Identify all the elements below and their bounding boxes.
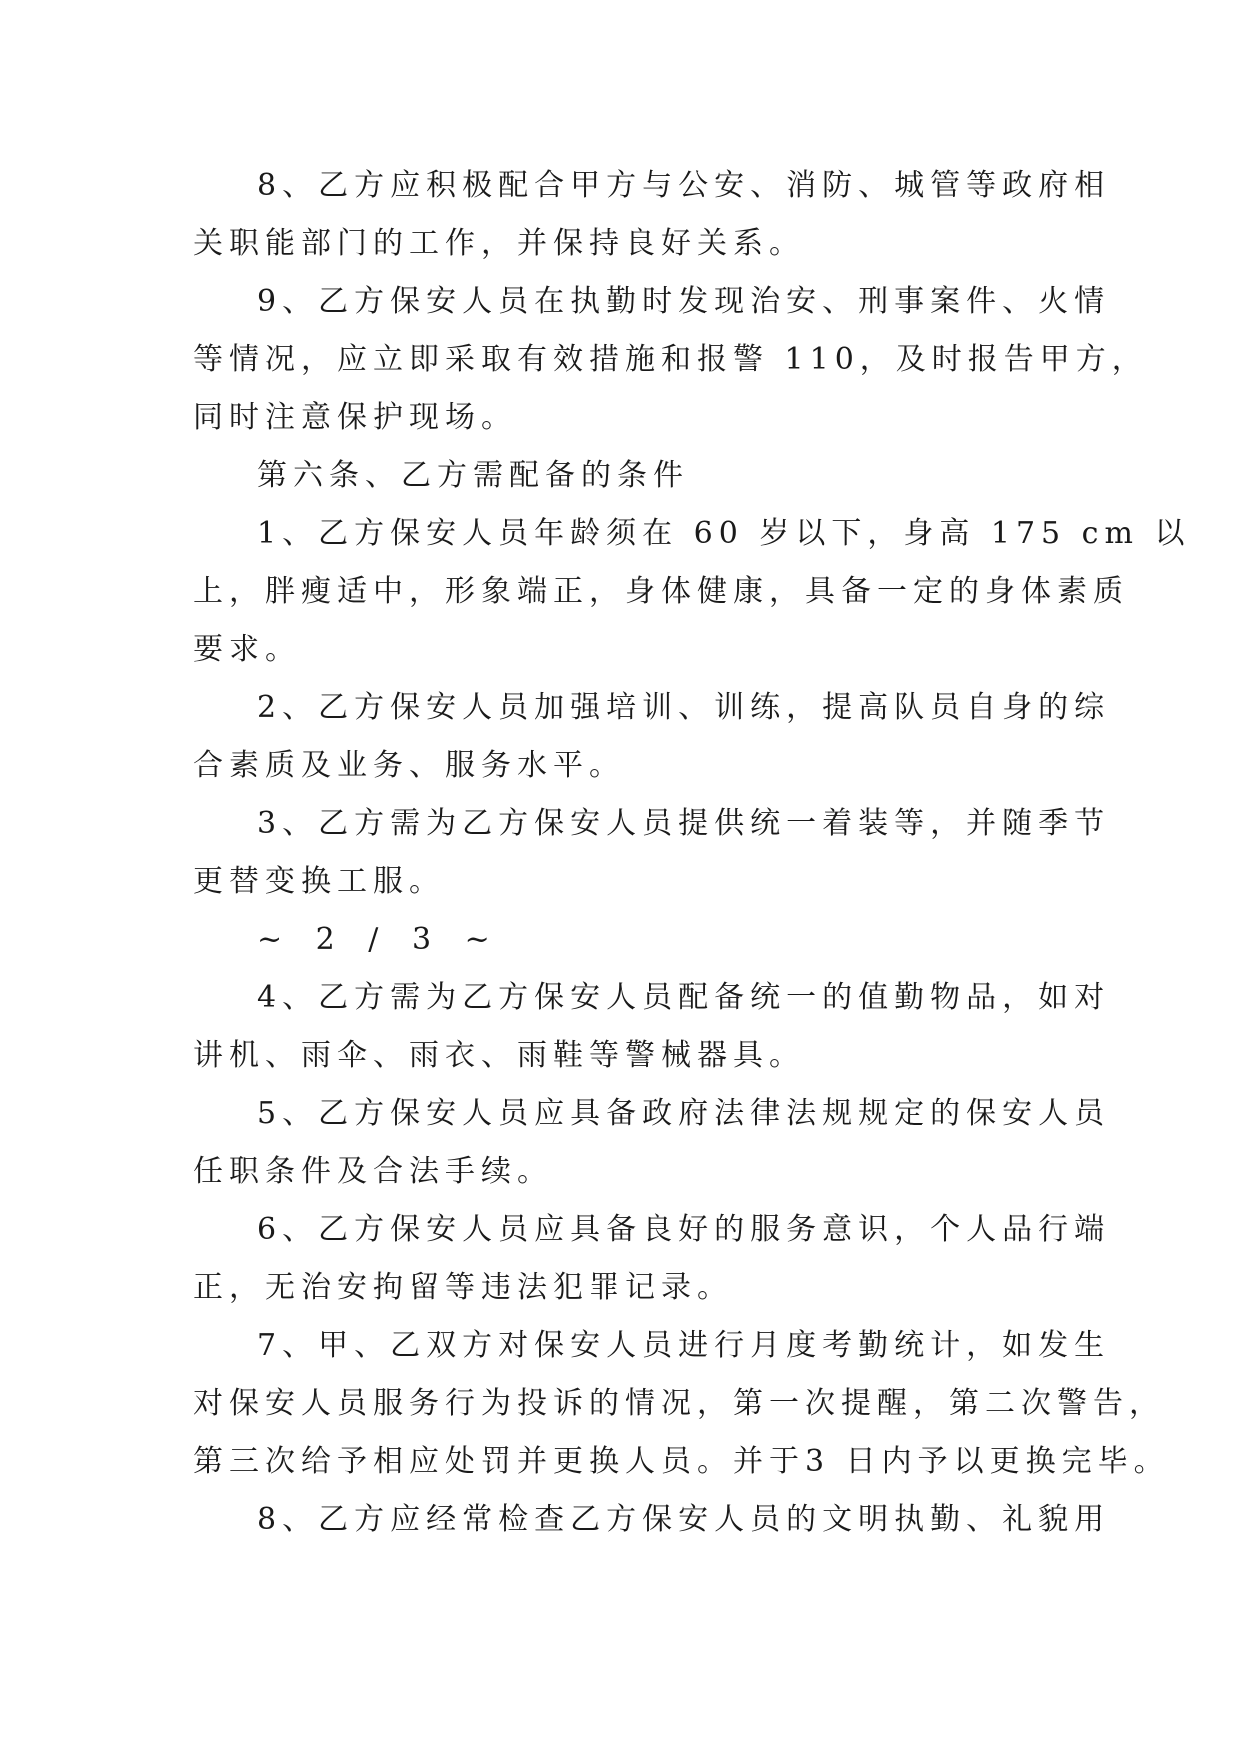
clause-5-9	[193, 273, 1148, 447]
text-line: 要求。	[193, 632, 301, 667]
text-line: 1、乙方保安人员年龄须在 60 岁以下，身高 175 cm 以	[257, 516, 1191, 551]
clause-6-8	[193, 1491, 1111, 1549]
section-heading-article-6	[193, 447, 1063, 505]
text-line: 2、乙方保安人员加强培训、训练，提高队员自身的综	[257, 690, 1111, 725]
clause-6-1	[193, 505, 1191, 679]
clause-5-8	[193, 157, 1111, 273]
text-line: 8、乙方应经常检查乙方保安人员的文明执勤、礼貌用	[257, 1502, 1111, 1537]
text-line: 对保安人员服务行为投诉的情况，第一次提醒，第二次警告，	[193, 1386, 1165, 1421]
clause-6-6	[193, 1201, 1111, 1317]
text-line: 合素质及业务、服务水平。	[193, 748, 625, 783]
clause-6-2	[193, 679, 1111, 795]
text-line: 任职条件及合法手续。	[193, 1154, 553, 1189]
clause-6-7	[193, 1317, 1170, 1491]
text-line: 更替变换工服。	[193, 864, 445, 899]
text-line: 4、乙方需为乙方保安人员配备统一的值勤物品，如对	[257, 980, 1111, 1015]
text-line: 关职能部门的工作，并保持良好关系。	[193, 226, 805, 261]
text-line: 5、乙方保安人员应具备政府法律法规规定的保安人员	[257, 1096, 1111, 1131]
text-line: 等情况，应立即采取有效措施和报警 110，及时报告甲方，	[193, 342, 1148, 377]
text-line: 上，胖瘦适中，形象端正，身体健康，具备一定的身体素质	[193, 574, 1129, 609]
text-line: 同时注意保护现场。	[193, 400, 517, 435]
text-line: 7、甲、乙双方对保安人员进行月度考勤统计，如发生	[257, 1328, 1111, 1363]
text-line: 正，无治安拘留等违法犯罪记录。	[193, 1270, 733, 1305]
document-body	[193, 157, 1191, 1549]
page-number	[193, 911, 1063, 969]
text-line: 第六条、乙方需配备的条件	[257, 458, 689, 493]
text-line: 第三次给予相应处罚并更换人员。并于3 日内予以更换完毕。	[193, 1444, 1170, 1479]
page-number-text: ~ 2 / 3 ~	[257, 922, 502, 957]
text-line: 8、乙方应积极配合甲方与公安、消防、城管等政府相	[257, 168, 1111, 203]
text-line: 讲机、雨伞、雨衣、雨鞋等警械器具。	[193, 1038, 805, 1073]
text-line: 9、乙方保安人员在执勤时发现治安、刑事案件、火情	[257, 284, 1111, 319]
clause-6-3	[193, 795, 1111, 911]
text-line: 3、乙方需为乙方保安人员提供统一着装等，并随季节	[257, 806, 1111, 841]
text-line: 6、乙方保安人员应具备良好的服务意识，个人品行端	[257, 1212, 1111, 1247]
clause-6-4	[193, 969, 1111, 1085]
clause-6-5	[193, 1085, 1111, 1201]
